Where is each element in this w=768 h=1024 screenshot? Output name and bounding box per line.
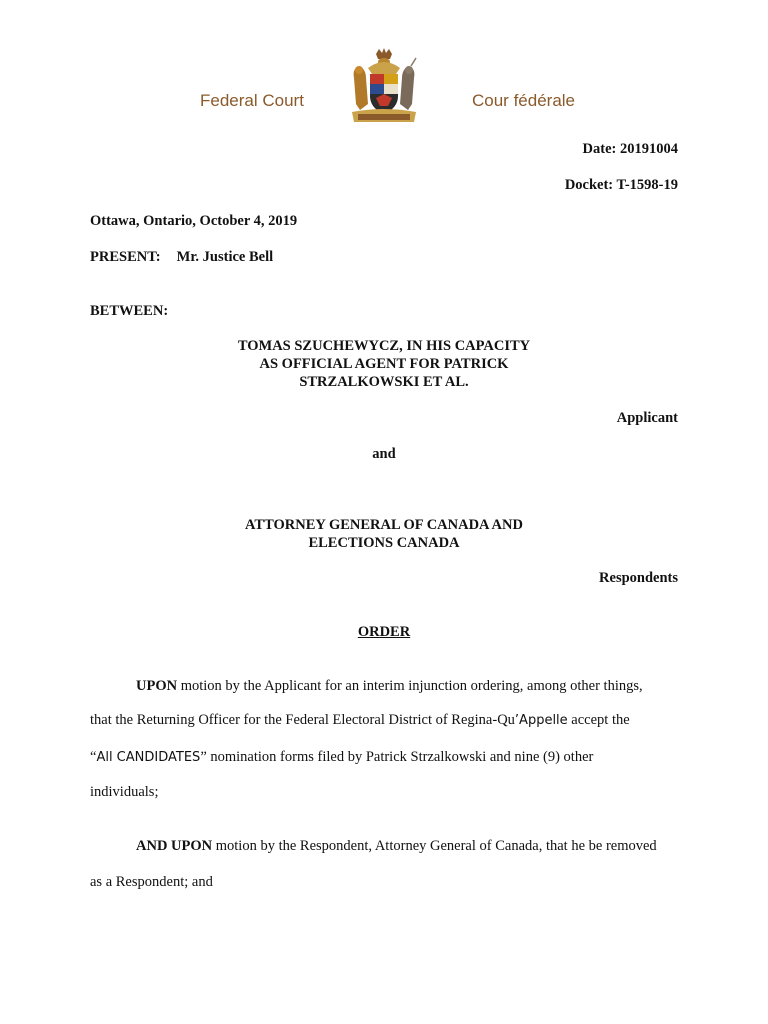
- respondent-role: Respondents: [599, 570, 678, 586]
- paragraph-2-line-2: as a Respondent; and: [90, 874, 213, 890]
- and-separator: and: [372, 446, 396, 462]
- respondent-name-line-2: ELECTIONS CANADA: [308, 535, 460, 551]
- and-upon-lead: AND UPON: [136, 838, 213, 854]
- applicant-name-line-2: AS OFFICIAL AGENT FOR PATRICK: [259, 356, 509, 372]
- between-label: BETWEEN:: [90, 303, 169, 319]
- present-judge: Mr. Justice Bell: [176, 249, 274, 265]
- applicant-role: Applicant: [616, 410, 678, 426]
- paragraph-1-line-1: UPON motion by the Applicant for an interim injunction ordering, among other things,: [136, 678, 643, 694]
- docket-number: Docket: T-1598-19: [564, 177, 678, 193]
- applicant-name-line-3: STRZALKOWSKI ET AL.: [299, 374, 469, 390]
- applicant-name-line-1: TOMAS SZUCHEWYCZ, IN HIS CAPACITY: [237, 338, 531, 354]
- present-line: [90, 248, 273, 266]
- paragraph-1-line-3: “All CANDIDATES” nomination forms filed by Patrick Strzalkowski and nine (9) other: [90, 749, 594, 765]
- letterhead-court-fr: Cour fédérale: [472, 91, 576, 110]
- respondent-name-line-1: ATTORNEY GENERAL OF CANADA AND: [245, 517, 523, 533]
- order-heading: ORDER: [357, 624, 411, 640]
- letterhead-court-en: Federal Court: [200, 91, 304, 110]
- coat-of-arms-icon: [348, 48, 420, 124]
- upon-lead: UPON: [136, 678, 178, 694]
- paragraph-2-line-1: AND UPON motion by the Respondent, Attorney General of Canada, that he be removed: [136, 838, 657, 854]
- decision-date: Date: 20191004: [582, 141, 678, 157]
- paragraph-1-line-2: that the Returning Officer for the Federal Electoral District of Regina-Qu’Appelle accept the: [90, 712, 630, 728]
- paragraph-1-line-4: individuals;: [90, 784, 159, 800]
- place-and-date: Ottawa, Ontario, October 4, 2019: [90, 213, 298, 229]
- present-label: PRESENT:: [90, 249, 161, 265]
